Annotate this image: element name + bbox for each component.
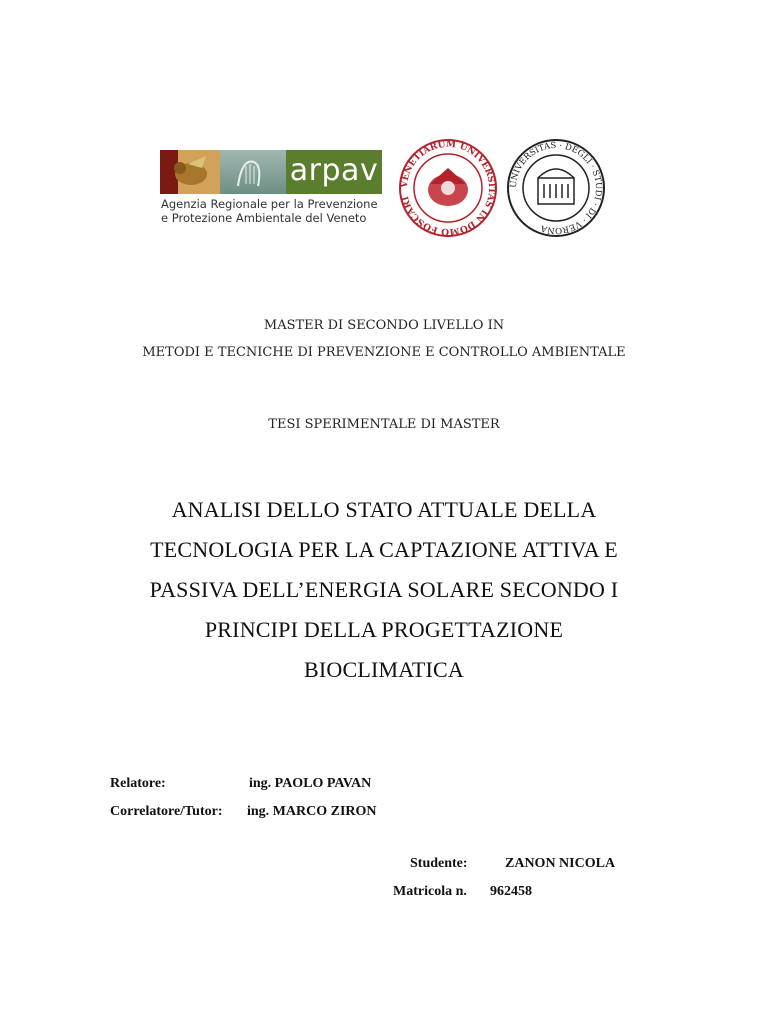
title-line-5: BIOCLIMATICA	[303, 657, 465, 682]
master-level-line: MASTER DI SECONDO LIVELLO IN	[263, 318, 505, 333]
matricola-label: Matricola n.	[393, 884, 467, 899]
arpav-subtitle-1: Agenzia Regionale per la Prevenzione	[161, 197, 378, 211]
logo-row	[160, 138, 615, 238]
venezia-seal-text: VENETIARUM UNIVERSITAS IN DOMO FOSCARI	[399, 139, 497, 237]
master-name-line: METODI E TECNICHE DI PREVENZIONE E CONTROLLO AMBIENTALE	[142, 345, 626, 360]
thesis-type-line: TESI SPERIMENTALE DI MASTER	[268, 417, 500, 432]
arpav-subtitle-2: e Protezione Ambientale del Veneto	[161, 211, 367, 225]
title-line-2: TECNOLOGIA PER LA CAPTAZIONE ATTIVA E	[150, 537, 618, 562]
winged-lion-icon	[166, 154, 216, 190]
correlatore-label: Correlatore/Tutor:	[110, 804, 223, 819]
matricola-value: 962458	[490, 884, 532, 899]
title-line-1: ANALISI DELLO STATO ATTUALE DELLA	[171, 497, 597, 522]
venezia-seal-icon	[398, 138, 498, 238]
correlatore-value: ing. MARCO ZIRON	[247, 804, 377, 819]
arpav-logo	[160, 150, 382, 228]
verona-seal-icon	[506, 138, 606, 238]
relatore-label: Relatore:	[110, 776, 166, 791]
harp-shape-icon	[232, 154, 276, 190]
arpav-wordmark: arpav	[289, 153, 379, 188]
title-line-4: PRINCIPI DELLA PROGETTAZIONE	[204, 617, 564, 642]
arpav-band	[160, 150, 382, 194]
title-line-3: PASSIVA DELL’ENERGIA SOLARE SECONDO I	[149, 577, 619, 602]
relatore-value: ing. PAOLO PAVAN	[249, 776, 372, 791]
student-label: Studente:	[410, 856, 468, 871]
verona-seal-text: UNIVERSITAS · DEGLI · STUDI · DI · VERONA	[508, 140, 604, 236]
student-value: ZANON NICOLA	[505, 856, 616, 871]
